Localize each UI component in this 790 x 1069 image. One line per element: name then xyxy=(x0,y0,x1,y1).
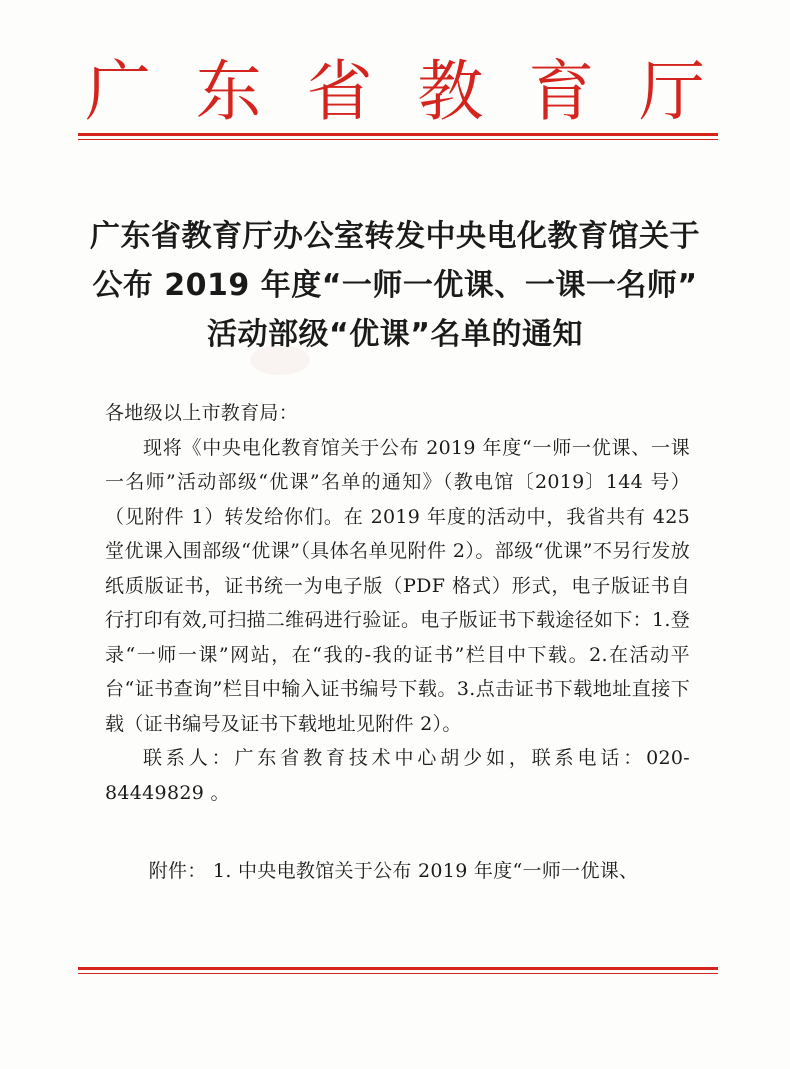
letterhead-char: 广 xyxy=(85,53,151,130)
letterhead-char: 育 xyxy=(528,53,595,130)
title-line-3: 活动部级“优课”名单的通知 xyxy=(207,317,583,352)
title-line-2: 公布 2019 年度“一师一优课、一课一名师” xyxy=(92,268,698,303)
letterhead-char: 厅 xyxy=(638,53,705,130)
letterhead-char: 东 xyxy=(195,53,262,130)
letterhead-divider-thick xyxy=(78,133,718,136)
letterhead-divider-thin xyxy=(78,139,718,140)
footer-divider-thin xyxy=(78,973,718,974)
letterhead-char: 省 xyxy=(306,53,373,130)
letterhead-title xyxy=(85,52,705,132)
salutation: 各地级以上市教育局： xyxy=(105,402,299,424)
document-body xyxy=(105,396,690,889)
main-paragraph: 现将《中央电化教育馆关于公布 2019 年度“一师一优课、一课一名师”活动部级“优课”名单的通知》（教电馆〔2019〕144 号）（见附件 1）转发给你们。在 2019 年度的活动中，我省共有 425 堂优课入围部级“优课”（具体名单见附件 2）。部级“优课”不另行发放纸质版证书，证书统一为电子版（PDF 格式）形式，电子版证书自行打印有效,可扫描二维码进行验证。电子版证书下载途径如下：1.登录“一师一课”网站，在“我的-我的证书”栏目中下载。2.在活动平台“证书查询”栏目中输入证书编号下载。3.点击证书下载地址直接下载（证书编号及证书下载地址见附件 2）。 xyxy=(105,436,690,735)
contact-paragraph: 联系人：广东省教育技术中心胡少如，联系电话：020-84449829 。 xyxy=(105,747,690,804)
attachment-line: 附件： 1. 中央电教馆关于公布 2019 年度“一师一优课、 xyxy=(148,860,639,882)
letterhead-char: 教 xyxy=(417,53,484,130)
title-line-1: 广东省教育厅办公室转发中央电化教育馆关于 xyxy=(90,219,700,254)
footer-divider-thick xyxy=(78,967,718,970)
document-title xyxy=(60,212,730,359)
